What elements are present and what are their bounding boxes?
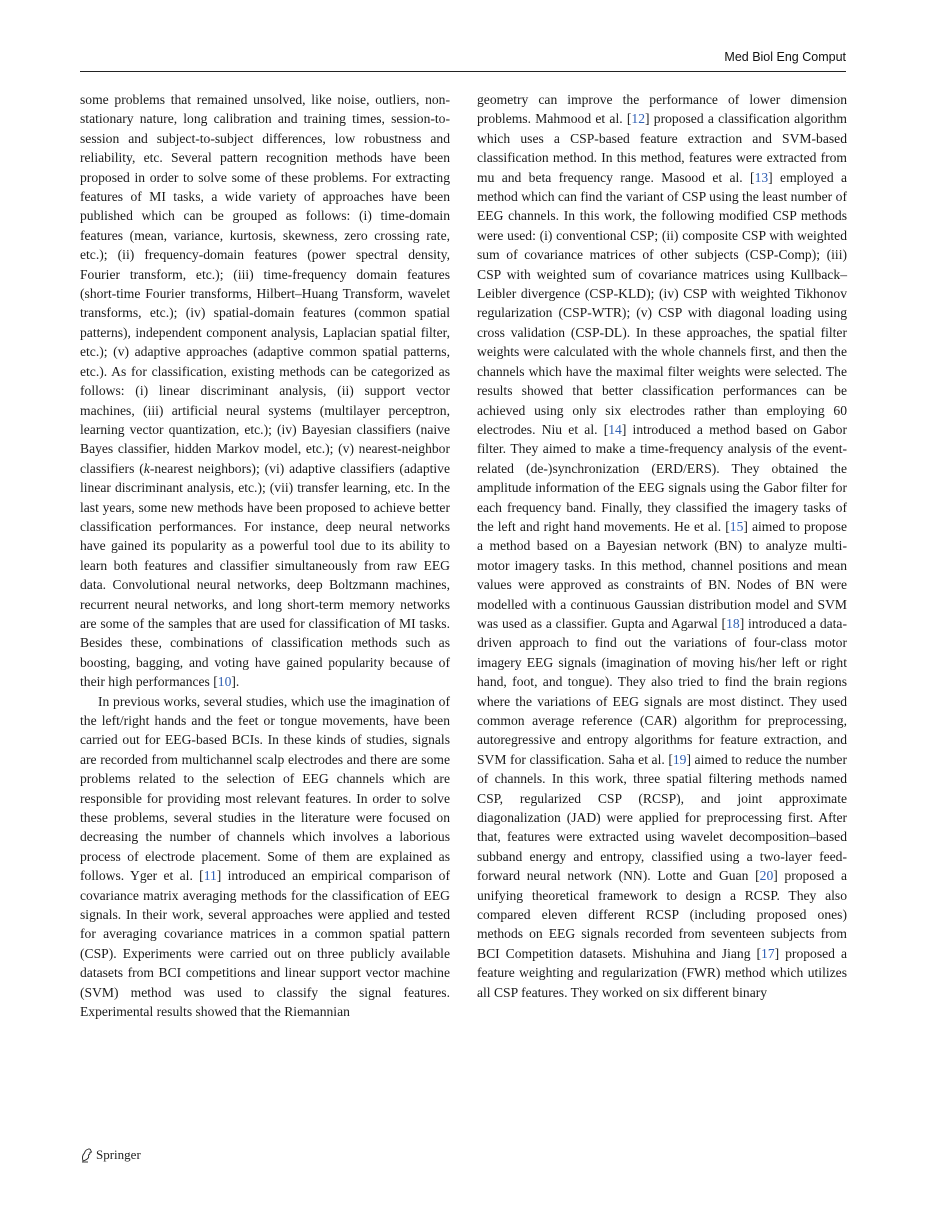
text-run: some problems that remained unsolved, like noise, outliers, non-stationary nature, long calibration and training times, session-to-session and subject-to-subject differences, low robustness and reliability, etc. Several pattern recognition methods have been proposed in order to solve some of these problems. For extracting features of MI tasks, a wide variety of approaches have been published which can be grouped as follows: (i) time-domain features (mean, variance, kurtosis, skewness, zero crossing rate, etc.); (ii) frequency-domain features (power spectral density, Fourier transform, etc.); (iii) time-frequency domain features (short-time Fourier transforms, Hilbert–Huang Transform, wavelet transforms, etc.); (iv) spatial-domain features (common spatial patterns), independent component analysis, Laplacian spatial filter, etc.); (v) adaptive approaches (adaptive common spatial patterns, etc.). As for classification, existing methods can be categorized as follows: (i) linear discriminant analysis, (ii) support vector machines, (iii) artificial neural systems (multilayer perceptron, learning vector quantization, etc.); (iv) Bayesian classifiers (naive Bayes classifier, hidden Markov model, etc.); (v) nearest-neighbor classifiers (	[80, 92, 450, 476]
text-run: ] introduced an empirical comparison of covariance matrix averaging methods for the classification of EEG signals. In their work, several approaches were applied and tested for averaging covariance matrices in a common spatial pattern (CSP). Experiments were carried out on three publicly available datasets from BCI competitions and linear support vector machine (SVM) method was used to classify the signal features. Experimental results showed that the Riemannian	[80, 868, 450, 1020]
footer	[80, 1147, 141, 1163]
header-rule	[80, 71, 846, 72]
citation-link[interactable]: 17	[761, 945, 775, 961]
text-run: ] employed a method which can find the variant of CSP using the least number of EEG channels. In this work, the following modified CSP methods were used: (i) conventional CSP; (ii) composite CSP with weighted sum of covariance matrices of other subjects (CSP-Comp); (iii) CSP with weighted sum of covariance matrices using Kullback–Leibler divergence (CSP-KLD); (iv) CSP with weighted Tikhonov regularization (CSP-WTR); (v) CSP with diagonal loading using cross validation (CSP-DL). In these approaches, the spatial filter weights were calculated with the whole channels first, and then the channels which have the maximal filter weights were selected. The results showed that better classification performances can be achieved using only six electrodes rather than employing 60 electrodes. Niu et al. [	[477, 169, 847, 437]
text-run: ] aimed to reduce the number of channels. In this work, three spatial filtering methods named CSP, regularized CSP (RCSP), and joint approximate diagonalization (JAD) were applied for preprocessing first. After that, features were extracted using wavelet decomposition–based subband energy and entropy, classified using a two-layer feed-forward neural network (NN). Lotte and Guan [	[477, 751, 847, 884]
citation-link[interactable]: 19	[672, 751, 687, 767]
text-run: ] proposed a unifying theoretical framework to design a RCSP. They also compared eleven different RCSP (including proposed ones) methods on EEG signals recorded from seventeen subjects from BCI Competition datasets. Mishuhina and Jiang [	[477, 868, 847, 961]
text-run: geometry can improve the performance of lower dimension problems. Mahmood et al. [	[477, 92, 847, 127]
text-run: ] introduced a data-driven approach to find out the variations of four-class motor imagery EEG signals (imagination of moving his/her left or right hand, foot, and tongue). They also tried to find the brain regions where the variations of EEG signals are most distinct. They used common average reference (CAR) algorithm for preprocessing, autoregressive and entropy algorithms for feature extraction, and SVM for classification. Saha et al. [	[477, 615, 847, 767]
text-run: ] proposed a feature weighting and regularization (FWR) method which utilizes all CSP features. They worked on six different binary	[477, 945, 847, 1000]
right-column	[477, 90, 847, 1002]
citation-link[interactable]: 11	[203, 868, 217, 884]
text-run: In previous works, several studies, which use the imagination of the left/right hands and the feet or tongue movements, have been carried out for EEG-based BCIs. In these kinds of studies, signals are recorded from multichannel scalp electrodes and there are some problems related to the selection of EEG channels which are responsible for providing most relevant features. In order to solve these problems, several studies in the literature were focused on decreasing the number of channels which involves a laborious process of electrode placement. Some of them are explained as follows. Yger et al. [	[80, 693, 450, 884]
citation-link[interactable]: 12	[631, 111, 646, 127]
paragraph	[477, 90, 847, 1002]
journal-name: Med Biol Eng Comput	[724, 50, 846, 64]
citation-link[interactable]: 18	[726, 615, 740, 631]
publisher-name: Springer	[96, 1147, 141, 1162]
springer-horse-icon	[80, 1147, 93, 1163]
citation-link[interactable]: 10	[217, 674, 232, 690]
italic-text: k	[143, 460, 150, 476]
citation-link[interactable]: 20	[759, 868, 774, 884]
citation-link[interactable]: 14	[608, 421, 622, 437]
left-column	[80, 90, 450, 1022]
text-run: ] proposed a classification algorithm which uses a CSP-based feature extraction and SVM-based classification method. In this method, features were extracted from mu and beta frequency range. Masood et al. [	[477, 111, 847, 185]
paragraph	[80, 692, 450, 1022]
text-run: ] aimed to propose a method based on a Bayesian network (BN) to analyze multi-motor imagery tasks. In this method, channel positions and mean values were approved as constraints of BN. Nodes of BN were modelled with a continuous Gaussian distribution model and SVM was used as a classifier. Gupta and Agarwal [	[477, 518, 847, 631]
text-run: ] introduced a method based on Gabor filter. They aimed to make a time-frequency analysis of the event-related (de-)synchronization (ERD/ERS). They obtained the amplitude information of the EEG signals using the Gabor filter for each frequency band. Finally, they classified the imagery tasks of the left and right hand movements. He et al. [	[477, 421, 848, 534]
paragraph	[80, 90, 450, 692]
citation-link[interactable]: 13	[754, 169, 769, 185]
text-run: ].	[231, 674, 240, 690]
citation-link[interactable]: 15	[729, 518, 744, 534]
text-run: -nearest neighbors); (vi) adaptive classifiers (adaptive linear discriminant analysis, etc.); (vii) transfer learning, etc. In the last years, some new methods have been proposed to achieve better classification performances. For instance, deep neural networks have gained its popularity as a powerful tool due to its ability to learn both features and classifier simultaneously from raw EEG data. Convolutional neural networks, deep Boltzmann machines, recurrent neural networks, and long short-term memory networks are some of the samples that are used for classification of MI tasks. Besides these, combinations of classification methods such as boosting, bagging, and voting have gained popularity because of their high performances [	[80, 460, 451, 690]
